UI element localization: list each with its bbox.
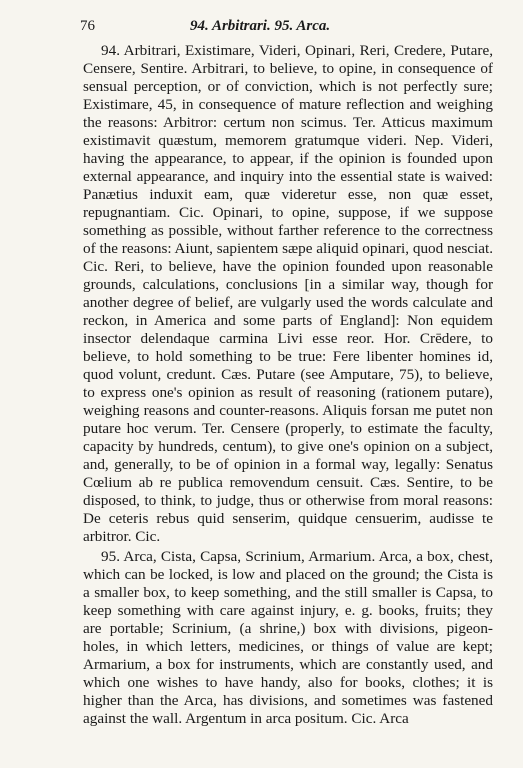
page-header xyxy=(80,18,503,40)
running-head: 94. Arbitrari. 95. Arca. xyxy=(190,18,331,34)
page-body xyxy=(83,42,493,728)
entry-94-paragraph: 94. Arbitrari, Existimare, Videri, Opinari, Reri, Credere, Putare, Censere, Sentire. Arbitrari, to believe, to opine, in consequence of sensual perception, or of conviction, which is not perfectly sure; Existimare, 45, in consequence of mature reflection and weighing the reasons: Arbitror: certum non scimus. Ter. Atticus maximum existimavit quæstum, memorem gratumque videri. Nep. Videri, having the appearance, to appear, if the opinion is founded upon external appearance, and inquiry into the essential state is waived: Panætius induxit eam, quæ videretur esse, non quæ esset, repugnantiam. Cic. Opinari, to opine, suppose, if we suppose something as possible, without farther reference to the correctness of the reasons: Aiunt, sapientem sæpe aliquid opinari, quod nesciat. Cic. Reri, to believe, have the opinion founded upon reasonable grounds, calculations, conclusions [in a similar way, though for another degree of belief, are vulgarly used the words calculate and reckon, in America and some parts of England]: Non equidem insector delendaque carmina Livi esse reor. Hor. Crēdere, to believe, to hold something to be true: Fere libenter homines id, quod volunt, credunt. Cæs. Putare (see Amputare, 75), to believe, to express one's opinion as result of reasoning (rationem putare), weighing reasons and counter-reasons. Aliquis forsan me putet non putare hoc verum. Ter. Censere (properly, to estimate the faculty, capacity by hundreds, centum), to give one's opinion on a subject, and, generally, to be of opinion in a formal way, legally: Senatus Cœlium ab re publica removendum censuit. Cæs. Sentire, to be disposed, to think, to judge, thus or otherwise from moral reasons: De ceteris rebus quid senserim, quidque censuerim, audisse te arbitror. Cic. xyxy=(83,42,493,545)
entry-95-paragraph: 95. Arca, Cista, Capsa, Scrinium, Armarium. Arca, a box, chest, which can be locked, is low and placed on the ground; the Cista is a smaller box, to keep something, and the still smaller is Capsa, to keep something with care against injury, e. g. books, fruits; they are portable; Scrinium, (a shrine,) box with divisions, pigeon-holes, in which letters, medicines, or things of value are kept; Armarium, a box for instruments, which are constantly used, and which one wishes to have handy, also for books, clothes; it is higher than the Arca, has divisions, and sometimes was fastened against the wall. Argentum in arca positum. Cic. Arca xyxy=(83,548,493,727)
page-number: 76 xyxy=(80,18,95,34)
